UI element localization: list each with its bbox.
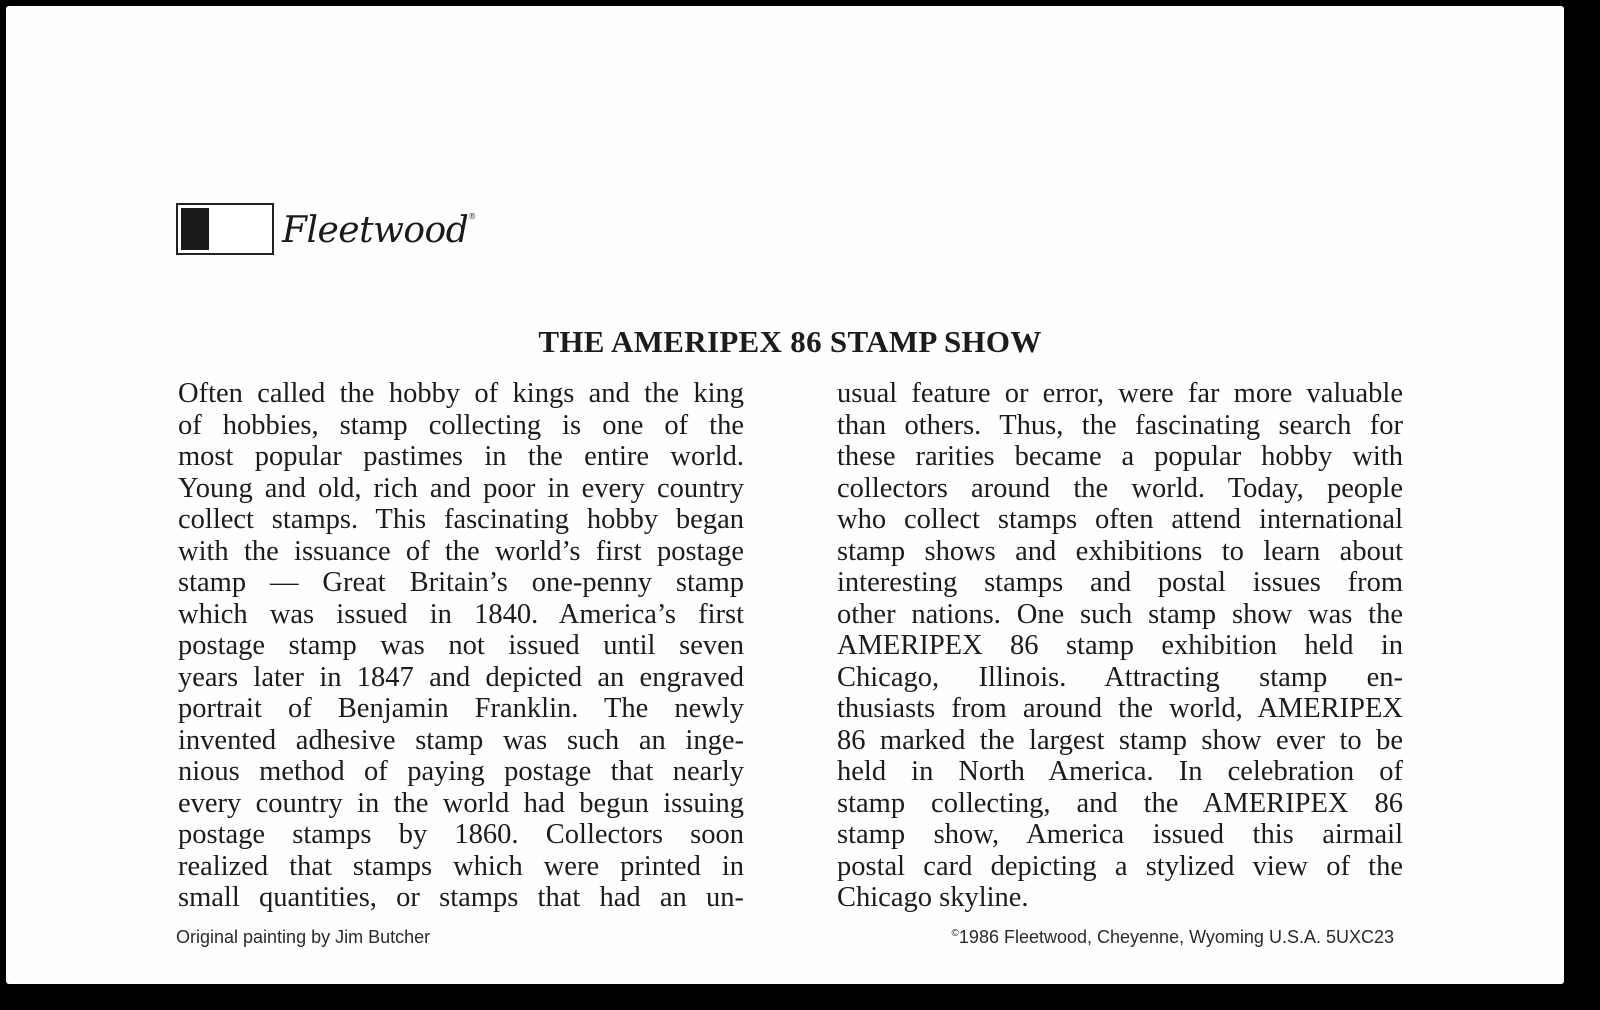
- body-line: usual feature or error, were far more valuable: [837, 378, 1403, 409]
- body-line: stamp show, America issued this airmail: [837, 819, 1403, 850]
- body-line: every country in the world had begun issuing: [178, 787, 744, 819]
- body-line: collectors around the world. Today, people: [837, 472, 1403, 504]
- body-column-right: [837, 378, 1403, 914]
- body-line: stamp shows and exhibitions to learn about: [837, 535, 1403, 567]
- body-line: Chicago skyline.: [837, 882, 1029, 913]
- fleetwood-wordmark: Fleetwood ®: [282, 213, 476, 249]
- body-line: invented adhesive stamp was such an inge-: [178, 724, 744, 756]
- body-line: thusiasts from around the world, AMERIPEX: [837, 693, 1403, 724]
- body-line: held in North America. In celebration of: [837, 756, 1403, 787]
- body-line: than others. Thus, the fascinating search for: [837, 409, 1403, 441]
- body-line: realized that stamps which were printed in: [178, 850, 744, 882]
- body-line: Chicago, Illinois. Attracting stamp en-: [837, 661, 1403, 693]
- body-line: portrait of Benjamin Franklin. The newly: [178, 693, 744, 724]
- body-line: nious method of paying postage that nearly: [178, 756, 744, 787]
- copyright-text: 1986 Fleetwood, Cheyenne, Wyoming U.S.A. 5UXC23: [958, 927, 1394, 947]
- body-line: AMERIPEX 86 stamp exhibition held in: [837, 630, 1403, 661]
- body-column-left: [178, 378, 744, 914]
- body-line: these rarities became a popular hobby with: [837, 441, 1403, 472]
- body-line: which was issued in 1840. America’s first: [178, 598, 744, 630]
- body-line: Often called the hobby of kings and the king: [178, 378, 744, 409]
- painting-credit: Original painting by Jim Butcher: [176, 927, 431, 947]
- copyright-notice: [952, 927, 1394, 948]
- body-line: postal card depicting a stylized view of the: [837, 850, 1403, 882]
- body-line: 86 marked the largest stamp show ever to be: [837, 724, 1403, 756]
- logo-mark-fill: [181, 208, 209, 250]
- body-line: postage stamps by 1860. Collectors soon: [178, 819, 744, 850]
- fleetwood-logo: [176, 203, 476, 255]
- body-line: of hobbies, stamp collecting is one of the: [178, 409, 744, 441]
- body-line: who collect stamps often attend international: [837, 504, 1403, 535]
- body-line: with the issuance of the world’s first postage: [178, 535, 744, 567]
- body-line: stamp collecting, and the AMERIPEX 86: [837, 787, 1403, 819]
- body-line: years later in 1847 and depicted an engraved: [178, 661, 744, 693]
- body-line: collect stamps. This fascinating hobby began: [178, 504, 744, 535]
- body-line: interesting stamps and postal issues from: [837, 567, 1403, 598]
- body-line: Young and old, rich and poor in every country: [178, 472, 744, 504]
- body-line: small quantities, or stamps that had an un-: [178, 882, 744, 913]
- copyright-symbol: ©: [951, 928, 959, 939]
- body-line: most popular pastimes in the entire world.: [178, 441, 744, 472]
- fleetwood-logo-mark-icon: [176, 203, 274, 255]
- postal-card-back: [6, 6, 1564, 984]
- page-title: THE AMERIPEX 86 STAMP SHOW: [538, 324, 1042, 359]
- body-line: other nations. One such stamp show was the: [837, 598, 1403, 630]
- body-line: postage stamp was not issued until seven: [178, 630, 744, 661]
- body-line: stamp — Great Britain’s one-penny stamp: [178, 567, 744, 598]
